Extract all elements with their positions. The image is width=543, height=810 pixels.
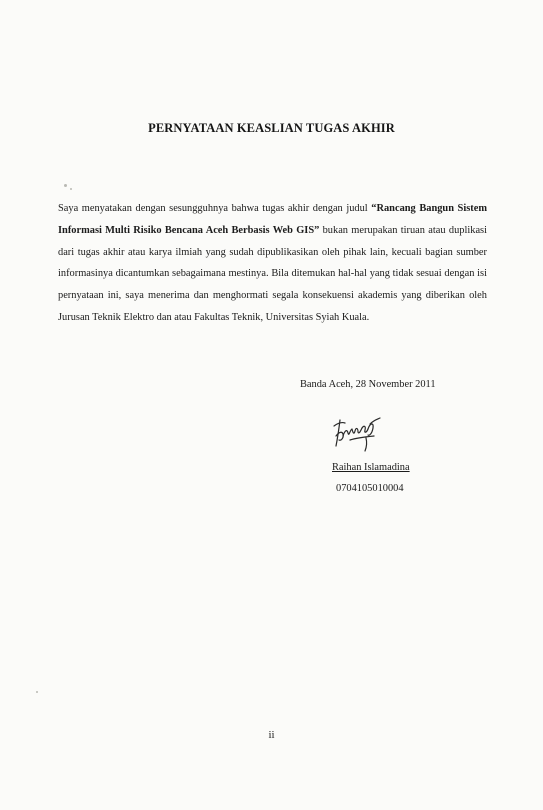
thesis-title: “Rancang Bangun Sistem Informasi Multi Risiko Bencana Aceh Berbasis Web GIS” (58, 203, 487, 236)
statement-intro: Saya menyatakan dengan sesungguhnya bahwa tugas akhir dengan judul (58, 203, 372, 214)
signer-student-id: 0704105010004 (336, 483, 404, 494)
signer-name: Raihan Islamadina (332, 462, 410, 473)
place-date: Banda Aceh, 28 November 2011 (300, 379, 436, 390)
scan-speck (36, 691, 38, 693)
page-number: ii (268, 729, 275, 741)
scan-speck (70, 188, 72, 190)
document-title: PERNYATAAN KEASLIAN TUGAS AKHIR (148, 121, 395, 135)
scan-speck (64, 184, 67, 187)
handwritten-signature (330, 414, 382, 454)
statement-paragraph (58, 198, 487, 329)
statement-body: bukan merupakan tiruan atau duplikasi dari tugas akhir atau karya ilmiah yang sudah dipublikasikan oleh pihak lain, kecuali bagian sumber informasinya dicantumkan sebagaimana mestinya. Bila ditemukan hal-hal yang tidak sesuai dengan isi pernyataan ini, saya menerima dan menghormati segala konsekuensi akademis yang diberikan oleh Jurusan Teknik Elektro dan atau Fakultas Teknik, Universitas Syiah Kuala. (58, 224, 487, 323)
